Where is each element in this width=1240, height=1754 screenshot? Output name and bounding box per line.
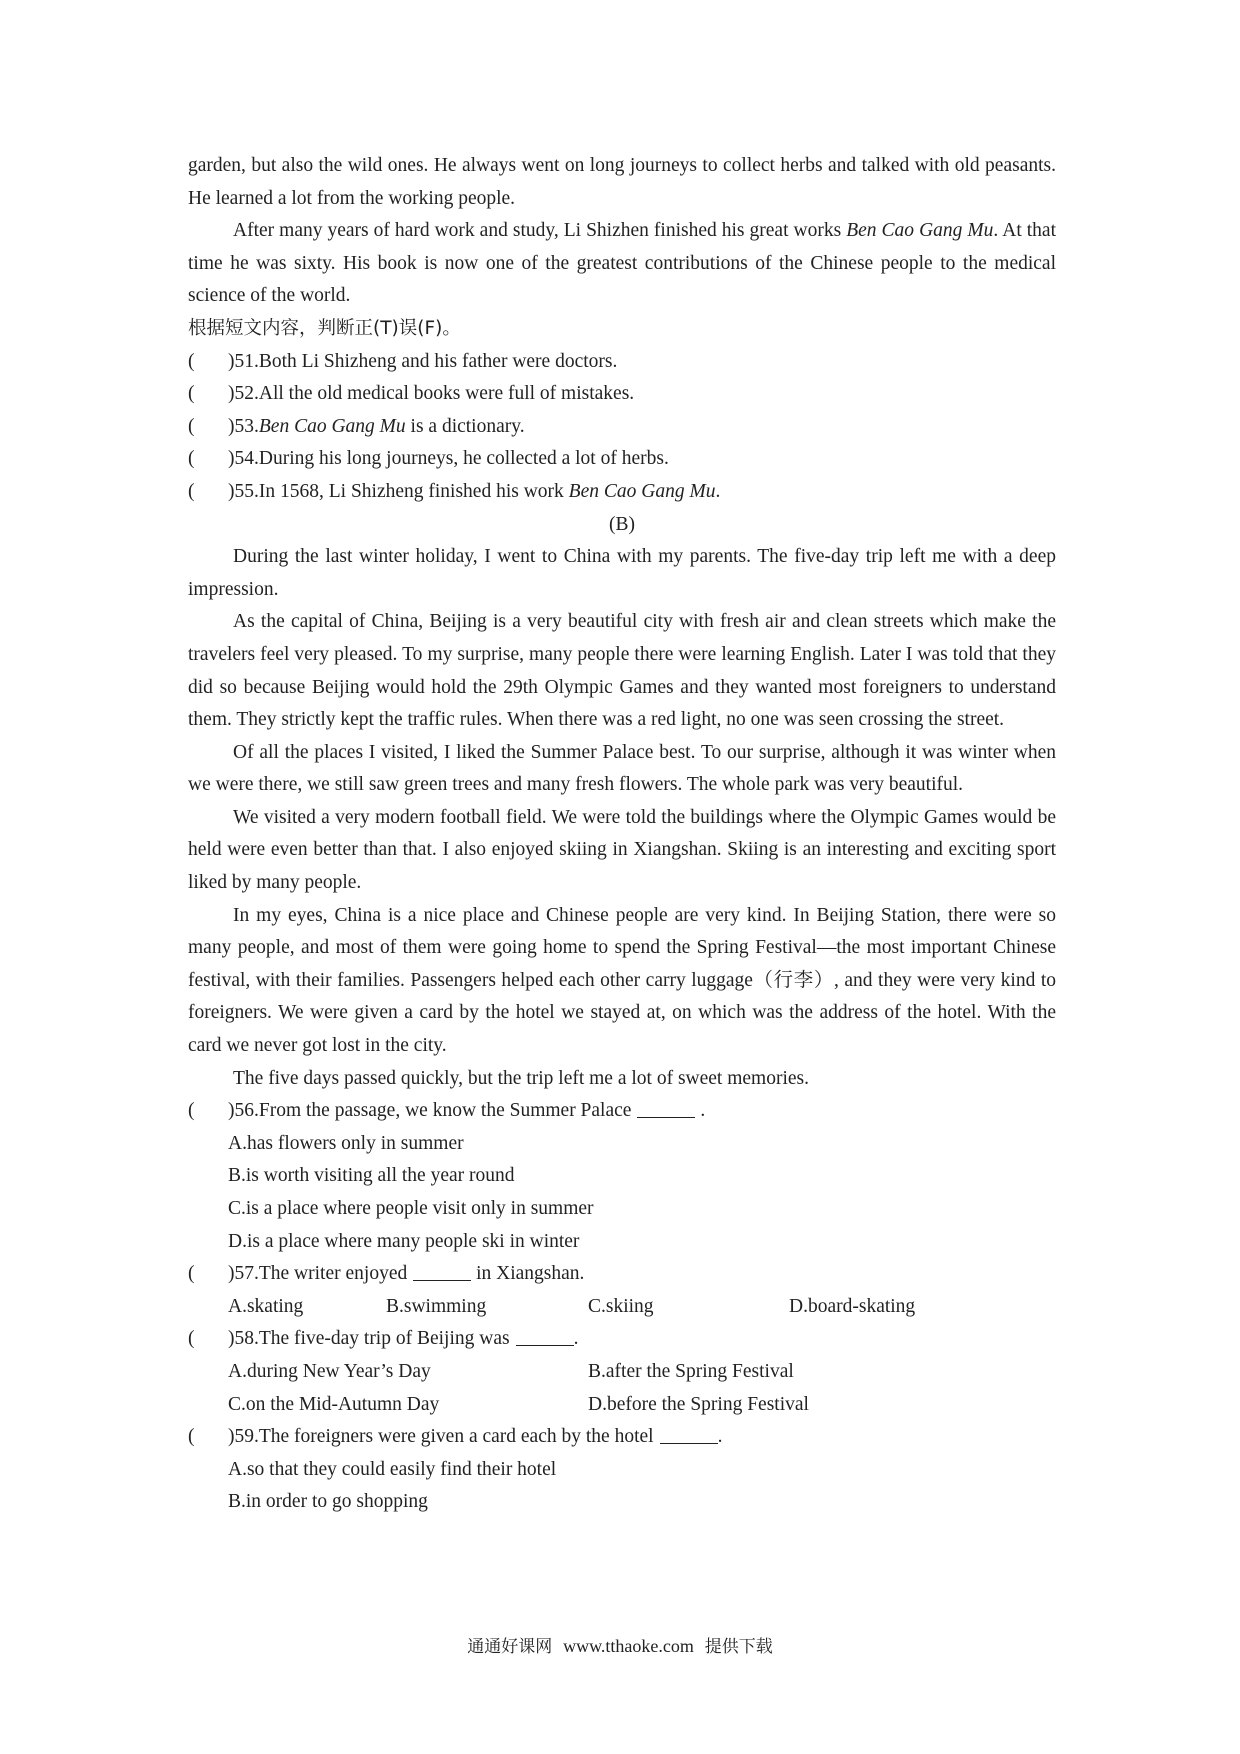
question-59 [188, 1421, 1056, 1454]
option-line [188, 1291, 1056, 1324]
passage-b-paragraph-1: During the last winter holiday, I went to China with my parents. The five-day trip left me with a deep impression. [188, 546, 1056, 600]
question-53 [188, 411, 1056, 444]
question-text: )58.The five-day trip of Beijing was . [228, 1323, 578, 1356]
option-line [188, 1389, 1056, 1422]
option-c[interactable]: C.on the Mid-Autumn Day [228, 1393, 440, 1415]
question-54 [188, 443, 1056, 476]
option-d[interactable]: D.is a place where many people ski in winter [228, 1230, 580, 1252]
question-text: )59.The foreigners were given a card each by the hotel . [228, 1421, 722, 1454]
question-56 [188, 1095, 1056, 1128]
option-c[interactable]: C.is a place where people visit only in summer [228, 1198, 594, 1219]
paragraph-text: After many years of hard work and study, Li Shizhen finished his great works [233, 220, 847, 242]
option-line [188, 1226, 1056, 1259]
option-a[interactable]: A.so that they could easily find their hotel [228, 1458, 557, 1480]
answer-blank[interactable] [660, 1423, 718, 1444]
option-b[interactable]: B.in order to go shopping [228, 1491, 428, 1513]
option-d[interactable]: D.before the Spring Festival [588, 1393, 809, 1415]
question-text: )55.In 1568, Li Shizheng finished his work Ben Cao Gang Mu. [228, 480, 721, 502]
answer-paren[interactable]: ( [188, 1426, 195, 1448]
option-line [188, 1356, 1056, 1389]
question-text: )52.All the old medical books were full of mistakes. [228, 383, 635, 405]
answer-blank[interactable] [413, 1260, 471, 1281]
answer-paren[interactable]: ( [188, 480, 195, 502]
option-c[interactable]: C.skiing [588, 1295, 654, 1317]
passage-b-paragraph-6: The five days passed quickly, but the trip left me a lot of sweet memories. [233, 1067, 809, 1089]
option-line [188, 1128, 1056, 1161]
passage-a-paragraph-1 [188, 150, 1056, 215]
option-line [188, 1160, 1056, 1193]
option-line [188, 1454, 1056, 1487]
option-a[interactable]: A.has flowers only in summer [228, 1132, 464, 1154]
question-51 [188, 346, 1056, 379]
book-title: Ben Cao Gang Mu [846, 220, 994, 242]
section-title-b: (B) [609, 513, 635, 535]
question-57 [188, 1258, 1056, 1291]
question-55 [188, 476, 1056, 509]
option-line [188, 1193, 1056, 1226]
paragraph-text: garden, but also the wild ones. He always went on long journeys to collect herbs and talked with old peasants. He learned a lot from the working people. [188, 155, 1056, 209]
instruction: 根据短文内容，判断正(T)误(F)。 [188, 317, 461, 339]
passage-b-paragraph-5: In my eyes, China is a nice place and Chinese people are very kind. In Beijing Station, there were so many people, and most of them were going home to spend the Spring Festival—the most important Chinese festival, with their families. Passengers helped each other carry luggage（行李）, and they were very kind to foreigners. We were given a card by the hotel we stayed at, on which was the address of the hotel. With the card we never got lost in the city. [188, 904, 1056, 1057]
page-footer [0, 1632, 1240, 1657]
footer-link[interactable]: www.tthaoke.com [563, 1636, 694, 1656]
answer-paren[interactable]: ( [188, 1100, 195, 1122]
paragraph-text: . At that time he was sixty. His book is now one of the greatest contributions of the Chinese people to the medical science of the world. [188, 220, 1056, 307]
answer-paren[interactable]: ( [188, 1263, 195, 1285]
question-52 [188, 378, 1056, 411]
footer-download-text: 提供下载 [704, 1637, 773, 1657]
answer-paren[interactable]: ( [188, 350, 195, 372]
answer-blank[interactable] [637, 1097, 695, 1118]
exam-page [188, 150, 1056, 1519]
passage-b-paragraph-2: As the capital of China, Beijing is a very beautiful city with fresh air and clean streets which make the travelers feel very pleased. To my surprise, many people there were learning English. Later I was told that they did so because Beijing would hold the 29th Olympic Games and they wanted most foreigners to understand them. They strictly kept the traffic rules. When there was a red light, no one was seen crossing the street. [188, 611, 1056, 731]
question-text: )56.From the passage, we know the Summer Palace . [228, 1095, 705, 1128]
option-line [188, 1486, 1056, 1519]
option-b[interactable]: B.swimming [386, 1295, 487, 1317]
option-b[interactable]: B.is worth visiting all the year round [228, 1165, 515, 1187]
passage-b-paragraph-4: We visited a very modern football field. We were told the buildings where the Olympic Games would be held were even better than that. I also enjoyed skiing in Xiangshan. Skiing is an interesting and exciting sport liked by many people. [188, 806, 1056, 894]
question-text: )51.Both Li Shizheng and his father were doctors. [228, 350, 618, 372]
passage-a-paragraph-2 [188, 215, 1056, 313]
question-text: )53.Ben Cao Gang Mu is a dictionary. [228, 415, 525, 437]
question-58 [188, 1323, 1056, 1356]
answer-paren[interactable]: ( [188, 383, 195, 405]
answer-paren[interactable]: ( [188, 448, 195, 470]
answer-blank[interactable] [516, 1325, 574, 1346]
option-b[interactable]: B.after the Spring Festival [588, 1360, 794, 1382]
option-a[interactable]: A.skating [228, 1295, 304, 1317]
option-d[interactable]: D.board-skating [789, 1295, 916, 1317]
answer-paren[interactable]: ( [188, 415, 195, 437]
passage-b-paragraph-3: Of all the places I visited, I liked the Summer Palace best. To our surprise, although it was winter when we were there, we still saw green trees and many fresh flowers. The whole park was very beautiful. [188, 741, 1056, 796]
question-text: )57.The writer enjoyed in Xiangshan. [228, 1258, 584, 1291]
answer-paren[interactable]: ( [188, 1328, 195, 1350]
option-a[interactable]: A.during New Year’s Day [228, 1360, 431, 1382]
question-text: )54.During his long journeys, he collected a lot of herbs. [228, 448, 669, 470]
footer-site-name: 通通好课网 [467, 1637, 553, 1657]
